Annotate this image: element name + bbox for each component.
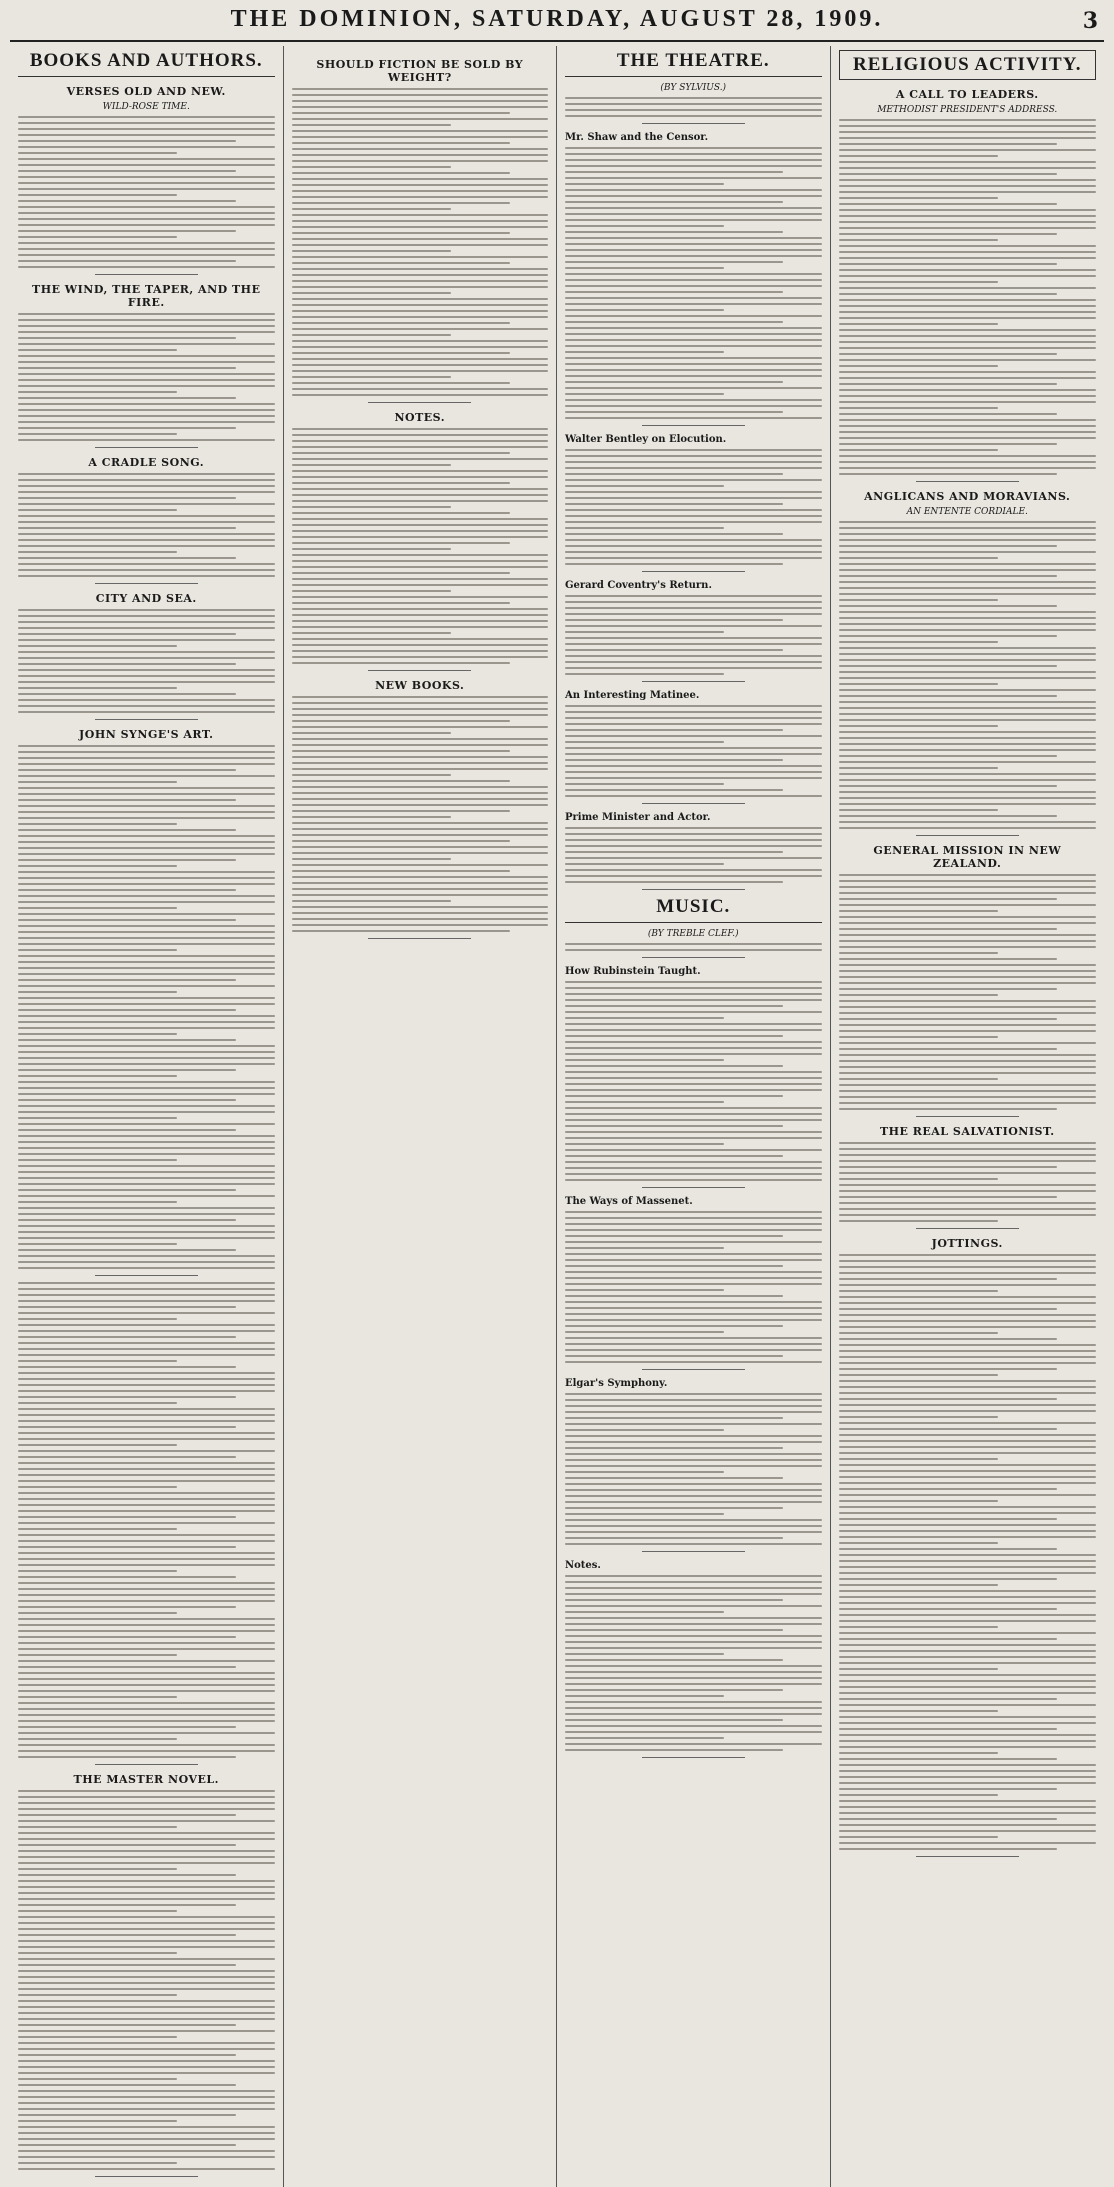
article-headline: CITY AND SEA. [95, 592, 197, 605]
article-body-text [18, 473, 275, 577]
article-headline: How Rubinstein Taught. [565, 966, 701, 977]
article-body-text [839, 874, 1097, 1110]
article-body-text [565, 147, 822, 419]
article [18, 728, 275, 1276]
column-heading: MUSIC. [565, 896, 822, 923]
article-headline: JOTTINGS. [931, 1237, 1003, 1250]
article-headline: Gerard Coventry's Return. [565, 580, 712, 591]
article-headline: NOTES. [394, 411, 446, 424]
article-body-text [839, 521, 1097, 829]
column-heading: THE THEATRE. [565, 50, 822, 77]
article-headline: VERSES OLD AND NEW. [66, 85, 226, 98]
column-books-and-authors-cont [284, 46, 558, 2187]
article-body-text [292, 428, 549, 664]
article-body-text [292, 696, 549, 932]
article-headline: THE MASTER NOVEL. [73, 1773, 219, 1786]
article [565, 1196, 822, 1370]
article [292, 679, 549, 939]
article [565, 966, 822, 1188]
article [565, 690, 822, 804]
article [292, 411, 549, 671]
article-headline: Elgar's Symphony. [565, 1378, 668, 1389]
article-body-text [18, 1282, 275, 1758]
article-body-text [565, 1575, 822, 1751]
article-headline: Prime Minister and Actor. [565, 812, 711, 823]
article-body-text [18, 116, 275, 268]
article [565, 132, 822, 426]
article-headline: SHOULD FICTION BE SOLD BY WEIGHT? [316, 58, 524, 84]
article-headline: ANGLICANS AND MORAVIANS. [864, 490, 1071, 503]
article-body-text [839, 1254, 1097, 1850]
article-body-text [565, 97, 822, 117]
column-heading: BOOKS AND AUTHORS. [18, 50, 275, 77]
article-body-text [565, 705, 822, 797]
article [18, 592, 275, 720]
article-subheadline: METHODIST PRESIDENT'S ADDRESS. [877, 105, 1058, 115]
article-headline: A CRADLE SONG. [88, 456, 205, 469]
article-headline: Notes. [565, 1560, 601, 1571]
article [565, 1378, 822, 1552]
article [565, 83, 822, 124]
article-body-text [565, 1211, 822, 1363]
article [565, 929, 822, 958]
article-headline: THE WIND, THE TAPER, AND THE FIRE. [32, 283, 261, 309]
article [839, 1237, 1097, 1857]
article [839, 490, 1097, 836]
article-subheadline: AN ENTENTE CORDIALE. [906, 507, 1028, 517]
article-headline: JOHN SYNGE'S ART. [79, 728, 214, 741]
article-headline: An Interesting Matinee. [565, 690, 700, 701]
article-body-text [565, 827, 822, 883]
article [839, 1125, 1097, 1229]
masthead [10, 6, 1104, 42]
article-headline: THE REAL SALVATIONIST. [879, 1125, 1055, 1138]
article-headline: A CALL TO LEADERS. [895, 88, 1039, 101]
article [18, 85, 275, 275]
article-body-text [292, 88, 549, 396]
article [565, 1560, 822, 1758]
column-books-and-authors [10, 46, 284, 2187]
article-subheadline: (BY TREBLE CLEF.) [647, 929, 739, 939]
article-body-text [18, 745, 275, 1269]
article [565, 812, 822, 890]
article-body-text [839, 1142, 1097, 1222]
article-headline: NEW BOOKS. [375, 679, 465, 692]
article-headline: Walter Bentley on Elocution. [565, 434, 727, 445]
article-body-text [18, 313, 275, 441]
article [565, 434, 822, 572]
article [18, 1773, 275, 2177]
article [839, 88, 1097, 482]
article-body-text [565, 595, 822, 675]
article-body-text [565, 943, 822, 951]
article-body-text [18, 1790, 275, 2170]
article [839, 844, 1097, 1117]
article-body-text [565, 449, 822, 565]
article-subheadline: (BY SYLVIUS.) [660, 83, 727, 93]
article [18, 456, 275, 584]
article-headline: GENERAL MISSION IN NEW ZEALAND. [873, 844, 1062, 870]
article-body-text [565, 981, 822, 1181]
article-body-text [839, 119, 1097, 475]
article [18, 1282, 275, 1765]
article [18, 283, 275, 448]
article [565, 580, 822, 682]
article-body-text [18, 609, 275, 713]
column-religious-activity [831, 46, 1105, 2187]
article-subheadline: WILD-ROSE TIME. [102, 102, 190, 112]
column-theatre-music [557, 46, 831, 2187]
column-heading: RELIGIOUS ACTIVITY. [839, 50, 1097, 80]
article-body-text [565, 1393, 822, 1545]
article [292, 58, 549, 403]
masthead-title: THE DOMINION, SATURDAY, AUGUST 28, 1909. [230, 6, 884, 32]
article-headline: Mr. Shaw and the Censor. [565, 132, 709, 143]
article-headline: The Ways of Massenet. [565, 1196, 693, 1207]
page-number: 3 [1082, 8, 1098, 34]
